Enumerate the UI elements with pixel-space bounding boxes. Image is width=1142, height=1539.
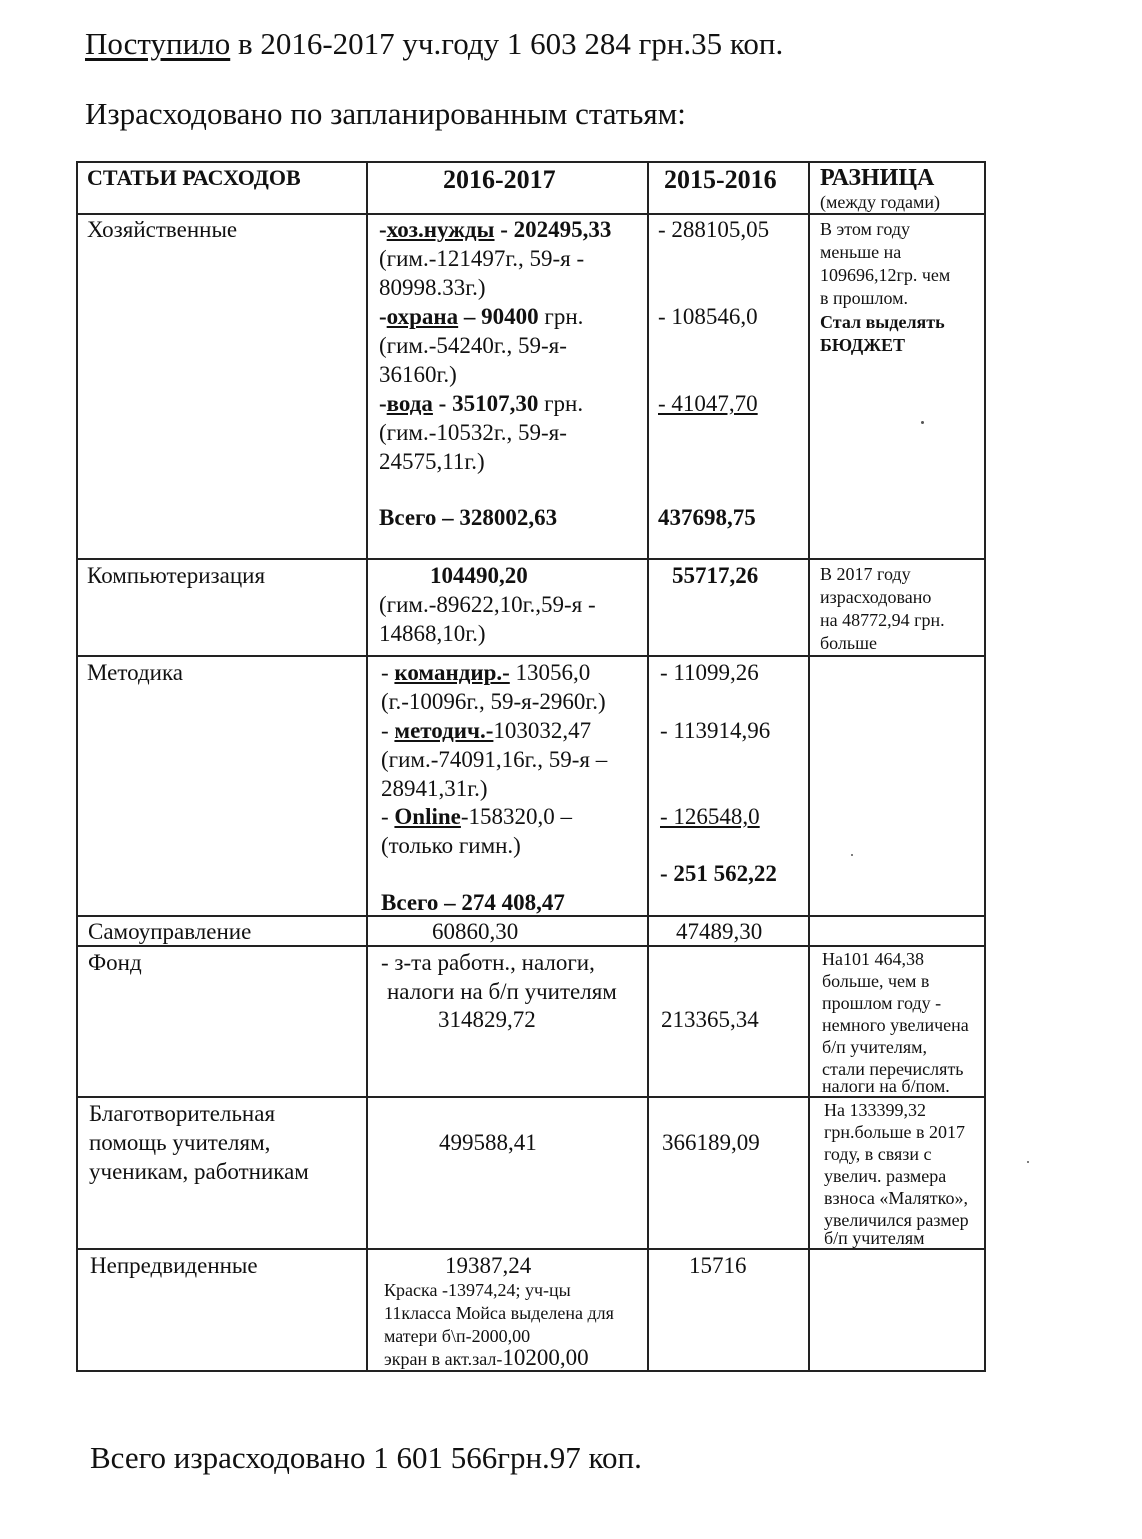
computer-prev-value: 55717,26: [672, 563, 759, 588]
table-row-divider: [76, 655, 986, 657]
header-difference: РАЗНИЦА: [820, 165, 935, 191]
fund-difference-line: немного увеличена: [822, 1015, 969, 1035]
table-row-divider: [76, 1096, 986, 1098]
computer-difference-line: на 48772,94 грн.: [820, 610, 945, 630]
charity-difference-line: На 133399,32: [824, 1100, 926, 1120]
charity-difference-line: б/п учителям: [824, 1228, 925, 1248]
methods-line: - командир.- 13056,0: [381, 660, 591, 685]
unforeseen-note-line: 11класса Мойса выделена для: [384, 1303, 614, 1323]
spent-heading: Израсходовано по запланированным статьям:: [85, 96, 686, 131]
table-border-right: [984, 161, 986, 1372]
household-difference-line: В этом году: [820, 219, 910, 239]
household-prev-total: 437698,75: [658, 505, 756, 530]
fund-value: 314829,72: [438, 1007, 536, 1032]
charity-difference-line: взноса «Малятко»,: [824, 1188, 968, 1208]
scan-speck: [921, 421, 924, 424]
household-prev-value: - 288105,05: [658, 217, 770, 242]
fund-difference-line: б/п учителям,: [822, 1037, 927, 1057]
methods-line: (гим.-74091,16г., 59-я –: [381, 747, 608, 772]
household-difference-line: 109696,12гр. чем: [820, 265, 951, 285]
household-line: -вода - 35107,30 грн.: [379, 391, 584, 416]
table-border-left: [76, 161, 78, 1372]
table-divider: [366, 161, 368, 1372]
row-label-fund: Фонд: [88, 950, 142, 975]
methods-line: - Online-158320,0 –: [381, 804, 573, 829]
computer-difference-line: больше: [820, 633, 877, 653]
computer-difference-line: израсходовано: [820, 587, 932, 607]
header-difference-sub: (между годами): [820, 192, 941, 212]
unforeseen-note-line: Краска -13974,24; уч-цы: [384, 1280, 571, 1300]
header-2015-2016: 2015-2016: [664, 165, 777, 194]
charity-difference-line: году, в связи с: [824, 1144, 932, 1164]
household-difference-line: меньше на: [820, 242, 902, 262]
scan-speck: [851, 854, 853, 856]
fund-prev-value: 213365,34: [661, 1007, 759, 1032]
methods-line: 28941,31г.): [381, 776, 488, 801]
self-government-value: 60860,30: [432, 919, 519, 944]
methods-line: (г.-10096г., 59-я-2960г.): [381, 689, 606, 714]
row-label-charity: помощь учителям,: [89, 1130, 271, 1155]
row-label-household: Хозяйственные: [87, 217, 238, 242]
methods-prev-value: - 11099,26: [660, 660, 759, 685]
household-prev-value: - 108546,0: [658, 304, 758, 329]
row-label-computerization: Компьютеризация: [87, 563, 266, 588]
household-line: -охрана – 90400 грн.: [379, 304, 584, 329]
household-line: (гим.-10532г., 59-я-: [379, 420, 567, 445]
household-difference-line: БЮДЖЕТ: [820, 335, 906, 355]
household-difference-line: Стал выделять: [820, 312, 945, 332]
total-spent: Всего израсходовано 1 601 566грн.97 коп.: [90, 1440, 642, 1475]
methods-prev-value: - 126548,0: [660, 804, 760, 829]
table-row-divider: [76, 1248, 986, 1250]
unforeseen-prev-value: 15716: [689, 1253, 747, 1278]
fund-difference-line: налоги на б/пом.: [822, 1076, 950, 1096]
row-label-methods: Методика: [87, 660, 183, 685]
income-label: Поступило: [85, 26, 231, 61]
household-difference-line: в прошлом.: [820, 288, 909, 308]
scan-speck: [1027, 1161, 1029, 1163]
household-line: (гим.-54240г., 59-я-: [379, 333, 567, 358]
charity-difference-line: увелич. размера: [824, 1166, 947, 1186]
household-total: Всего – 328002,63: [379, 505, 558, 530]
row-label-charity: Благотворительная: [89, 1101, 276, 1126]
table-divider: [808, 161, 810, 1372]
household-line: 36160г.): [379, 362, 457, 387]
computer-difference-line: В 2017 году: [820, 564, 911, 584]
row-label-self-government: Самоуправление: [88, 919, 252, 944]
fund-difference-line: На101 464,38: [822, 949, 924, 969]
methods-line: - методич.-103032,47: [381, 718, 592, 743]
methods-line: (только гимн.): [381, 833, 521, 858]
table-divider: [647, 161, 649, 1372]
household-line: 24575,11г.): [379, 449, 485, 474]
self-government-prev-value: 47489,30: [676, 919, 763, 944]
table-border-top: [76, 161, 986, 163]
methods-prev-total: - 251 562,22: [660, 861, 777, 886]
household-line: -хоз.нужды - 202495,33: [379, 217, 612, 242]
income-amount: в 2016-2017 уч.году 1 603 284 грн.35 коп.: [230, 26, 784, 61]
unforeseen-note-line: матери б\п-2000,00: [384, 1326, 531, 1346]
charity-difference-line: грн.больше в 2017: [824, 1122, 965, 1142]
fund-difference-line: прошлом году -: [822, 993, 942, 1013]
charity-value: 499588,41: [439, 1130, 537, 1155]
computer-value: 104490,20: [430, 563, 528, 588]
row-label-unforeseen: Непредвиденные: [90, 1253, 258, 1278]
computer-line: 14868,10г.): [379, 621, 486, 646]
household-prev-value: - 41047,70: [658, 391, 758, 416]
computer-line: (гим.-89622,10г.,59-я -: [379, 592, 596, 617]
unforeseen-note-line: экран в акт.зал-10200,00: [384, 1345, 589, 1370]
fund-line: налоги на б/п учителям: [387, 979, 617, 1004]
charity-difference-line: увеличился размер: [824, 1210, 969, 1230]
table-row-divider: [76, 558, 986, 560]
methods-prev-value: - 113914,96: [660, 718, 771, 743]
household-line: 80998.33г.): [379, 275, 486, 300]
unforeseen-value: 19387,24: [445, 1253, 532, 1278]
charity-prev-value: 366189,09: [662, 1130, 760, 1155]
household-line: (гим.-121497г., 59-я -: [379, 246, 585, 271]
row-label-charity: ученикам, работникам: [89, 1159, 309, 1184]
fund-difference-line: стали перечислять: [822, 1059, 964, 1079]
header-items: СТАТЬИ РАСХОДОВ: [87, 165, 301, 190]
fund-difference-line: больше, чем в: [822, 971, 930, 991]
header-2016-2017: 2016-2017: [443, 165, 556, 194]
methods-total: Всего – 274 408,47: [381, 890, 565, 915]
fund-line: - з-та работн., налоги,: [381, 950, 595, 975]
